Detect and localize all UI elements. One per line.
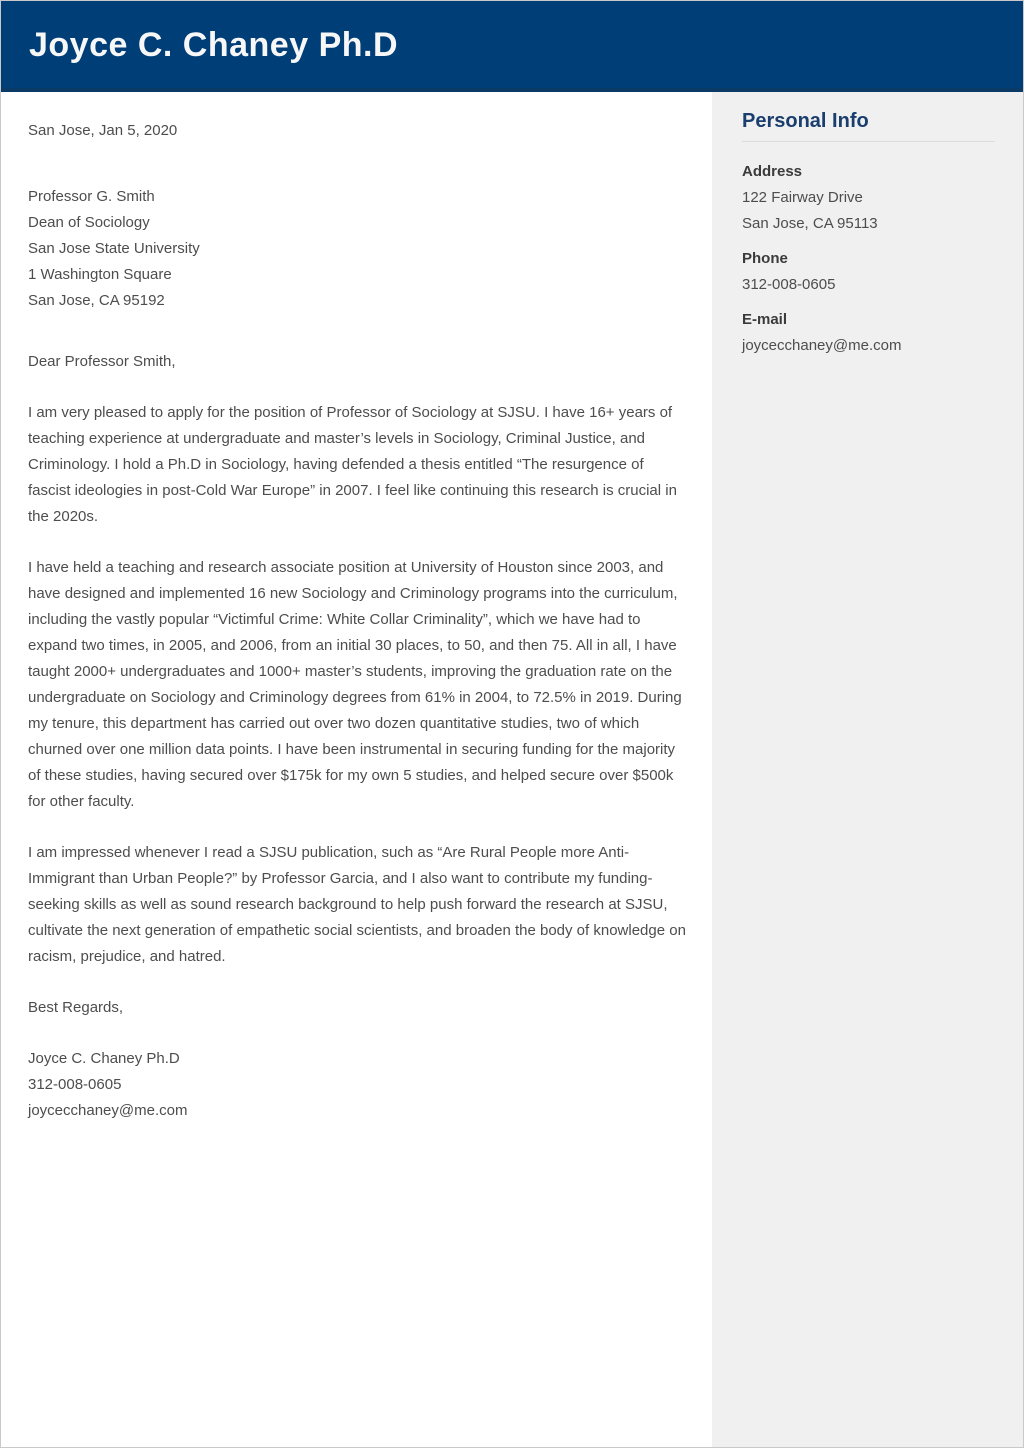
letter-paragraph: I am very pleased to apply for the position of Professor of Sociology at SJSU. I have 16+ years of teaching experience at undergraduate and master’s levels in Sociology, Criminal Justice, and Criminology. I hold a Ph.D in Sociology, having defended a thesis entitled “The resurgence of fascist ideologies in post-Cold War Europe” in 2007. I feel like continuing this research is crucial in the 2020s. xyxy=(28,404,677,525)
letter-header xyxy=(1,1,1023,92)
applicant-name: Joyce C. Chaney Ph.D xyxy=(29,25,399,64)
section-label-phone: Phone xyxy=(742,250,788,267)
signature-block xyxy=(28,1046,687,1124)
phone-value: 312-008-0605 xyxy=(742,276,836,293)
recipient-block xyxy=(28,184,687,314)
recipient-line: San Jose State University xyxy=(28,240,200,257)
signature-email: joycecchaney@me.com xyxy=(28,1102,188,1119)
letter-paragraph: I have held a teaching and research associate position at University of Houston since 2003, and have designed and implemented 16 new Sociology and Criminology programs into the curriculum, including the vastly popular “Victimful Crime: White Collar Criminality”, which we have had to expand two times, in 2005, and 2006, from an initial 30 places, to 50, and then 75. All in all, I have taught 2000+ undergraduates and 1000+ master’s students, improving the graduation rate on the undergraduate on Sociology and Criminology degrees from 61% in 2004, to 72.5% in 2019. During my tenure, this department has carried out over two dozen quantitative studies, two of which churned over one million data points. I have been instrumental in securing funding for the majority of these studies, having secured over $175k for my own 5 studies, and helped secure over $500k for other faculty. xyxy=(28,559,682,810)
sidebar-title: Personal Info xyxy=(742,109,995,142)
sidebar-section-address xyxy=(742,159,995,237)
email-value: joycecchaney@me.com xyxy=(742,337,902,354)
content-area xyxy=(1,92,1023,1447)
address-line: San Jose, CA 95113 xyxy=(742,215,878,232)
salutation: Dear Professor Smith, xyxy=(28,353,176,370)
recipient-line: 1 Washington Square xyxy=(28,266,172,283)
section-label-address: Address xyxy=(742,163,803,180)
recipient-line: Professor G. Smith xyxy=(28,188,155,205)
recipient-line: Dean of Sociology xyxy=(28,214,150,231)
letter-body xyxy=(1,92,712,1447)
sidebar-section-phone xyxy=(742,246,995,298)
letter-date: San Jose, Jan 5, 2020 xyxy=(28,122,178,139)
sidebar-section-email xyxy=(742,307,995,359)
letter-paragraph: I am impressed whenever I read a SJSU publication, such as “Are Rural People more Anti-Immigrant than Urban People?” by Professor Garcia, and I also want to contribute my funding-seeking skills as well as sound research background to help push forward the research at SJSU, cultivate the next generation of empathetic social scientists, and broaden the body of knowledge on racism, prejudice, and hatred. xyxy=(28,844,686,965)
signature-phone: 312-008-0605 xyxy=(28,1076,122,1093)
personal-info-sidebar xyxy=(712,92,1023,1447)
address-line: 122 Fairway Drive xyxy=(742,189,863,206)
recipient-line: San Jose, CA 95192 xyxy=(28,292,165,309)
closing: Best Regards, xyxy=(28,999,124,1016)
section-label-email: E-mail xyxy=(742,311,788,328)
signature-name: Joyce C. Chaney Ph.D xyxy=(28,1050,180,1067)
